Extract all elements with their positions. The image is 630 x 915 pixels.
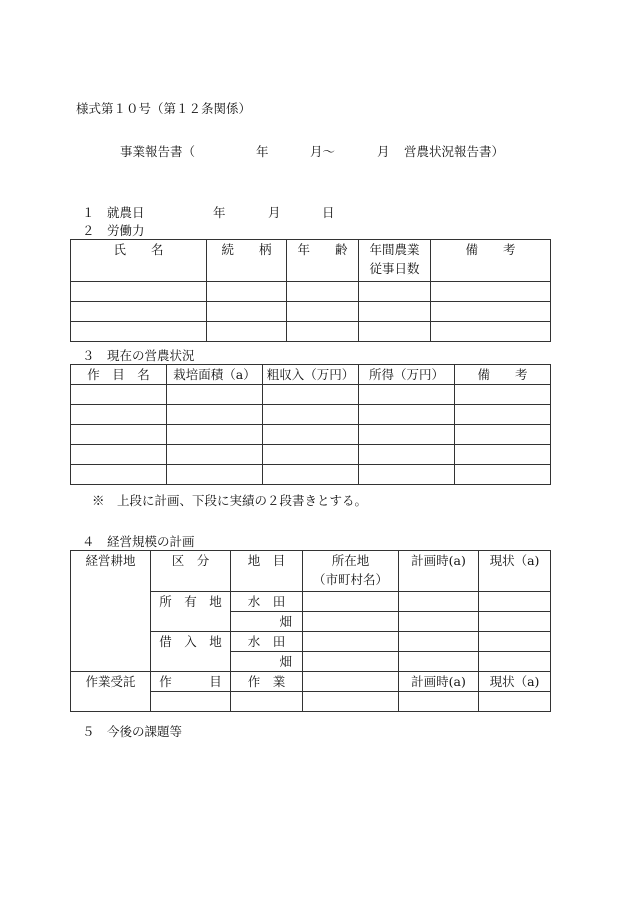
cell[interactable] [431,302,551,322]
work-planned-label: 計画時(a) [399,672,479,692]
header-location [303,551,399,592]
cell[interactable] [399,592,479,612]
section1-day: 日 [322,205,335,220]
cell[interactable] [359,385,455,405]
field-label: 畑 [231,652,303,672]
header-area: 栽培面積（a） [167,365,263,385]
header-gross: 粗収入（万円） [263,365,359,385]
cell[interactable] [479,592,551,612]
section1-label: １ 就農日 [82,205,145,220]
table-row [71,322,551,342]
cell[interactable] [479,692,551,712]
cell[interactable] [303,612,399,632]
cell[interactable] [479,652,551,672]
cell[interactable] [263,425,359,445]
cell[interactable] [71,405,167,425]
table-row [71,425,551,445]
cell[interactable] [455,465,551,485]
cell[interactable] [431,322,551,342]
cell[interactable] [71,302,207,322]
cell[interactable] [263,445,359,465]
cell[interactable] [263,385,359,405]
cell[interactable] [71,282,207,302]
table-row [71,365,551,385]
cell[interactable] [71,445,167,465]
cell[interactable] [263,465,359,485]
header-location-2: （市町村名） [312,572,388,587]
work-crop-label: 作 目 [151,672,231,692]
cell[interactable] [71,465,167,485]
cell[interactable] [71,425,167,445]
header-age: 年 齢 [287,240,359,282]
header-annual-days-2: 従事日数 [369,261,420,276]
paddy-label: 水 田 [231,592,303,612]
cell[interactable] [71,322,207,342]
doc-title-year: 年 [256,144,269,159]
header-annual-days [359,240,431,282]
cell[interactable] [263,405,359,425]
table-row [71,672,551,692]
cell[interactable] [167,385,263,405]
cell[interactable] [287,282,359,302]
header-crop: 作 目 名 [71,365,167,385]
cell[interactable] [167,445,263,465]
cell[interactable] [359,405,455,425]
cell[interactable] [455,425,551,445]
table-row [71,445,551,465]
header-name: 氏 名 [71,240,207,282]
cell[interactable] [359,322,431,342]
cell[interactable] [167,465,263,485]
cell[interactable] [287,322,359,342]
table-row [71,282,551,302]
owned-land-label: 所 有 地 [151,592,231,632]
cell[interactable] [431,282,551,302]
header-annual-days-1: 年間農業 [369,242,420,257]
cell[interactable] [455,445,551,465]
doc-title-suffix: 営農状況報告書） [404,144,505,159]
scale-plan-table [70,550,551,712]
header-land-type: 地 目 [231,551,303,592]
table-row [71,240,551,282]
cell[interactable] [287,302,359,322]
cell[interactable] [479,612,551,632]
section5-label: ５ 今後の課題等 [82,724,183,739]
header-remarks: 備 考 [455,365,551,385]
leased-land-label: 借 入 地 [151,632,231,672]
header-category: 区 分 [151,551,231,592]
header-current: 現状（a) [479,551,551,592]
cell[interactable] [359,465,455,485]
cell[interactable] [303,632,399,652]
header-income: 所得（万円） [359,365,455,385]
cell[interactable] [167,405,263,425]
doc-title [120,142,195,160]
cell[interactable] [455,385,551,405]
cell[interactable] [359,445,455,465]
cell[interactable] [151,692,231,712]
header-planned: 計画時(a) [399,551,479,592]
section3-label: ３ 現在の営農状況 [82,348,195,363]
header-managed-land: 経営耕地 [71,551,151,672]
paddy-label: 水 田 [231,632,303,652]
cell[interactable] [303,672,399,692]
table-row [71,405,551,425]
header-relation: 続 柄 [207,240,287,282]
work-task-label: 作 業 [231,672,303,692]
cell[interactable] [399,652,479,672]
cell[interactable] [359,302,431,322]
section2-label: ２ 労働力 [82,223,145,238]
doc-title-month: 月 [377,144,390,159]
cell[interactable] [455,405,551,425]
doc-title-prefix: 事業報告書（ [120,144,196,159]
cell[interactable] [207,322,287,342]
cell[interactable] [399,692,479,712]
cell[interactable] [303,692,399,712]
cell[interactable] [479,632,551,652]
section4-label: ４ 経営規模の計画 [82,534,195,549]
cell[interactable] [303,652,399,672]
section3-note: ※ 上段に計画、下段に実績の２段書きとする。 [92,493,368,508]
doc-title-month-range: 月～ [310,144,336,159]
cell[interactable] [359,425,455,445]
table-row [71,465,551,485]
cell[interactable] [399,612,479,632]
table-row [71,302,551,322]
cell[interactable] [71,385,167,405]
cell[interactable] [167,425,263,445]
cell[interactable] [303,592,399,612]
header-location-1: 所在地 [331,553,370,568]
work-contract-label: 作業受託 [71,672,151,712]
farming-status-table [70,364,551,485]
section1-month: 月 [268,205,281,220]
form-number: 様式第１０号（第１２条関係） [76,101,252,116]
cell[interactable] [231,692,303,712]
table-row [71,551,551,592]
table-row [71,385,551,405]
labor-table [70,239,551,342]
section1-year: 年 [213,205,226,220]
cell[interactable] [207,302,287,322]
work-current-label: 現状（a) [479,672,551,692]
cell[interactable] [207,282,287,302]
field-label: 畑 [231,612,303,632]
cell[interactable] [359,282,431,302]
header-remarks: 備 考 [431,240,551,282]
cell[interactable] [399,632,479,652]
